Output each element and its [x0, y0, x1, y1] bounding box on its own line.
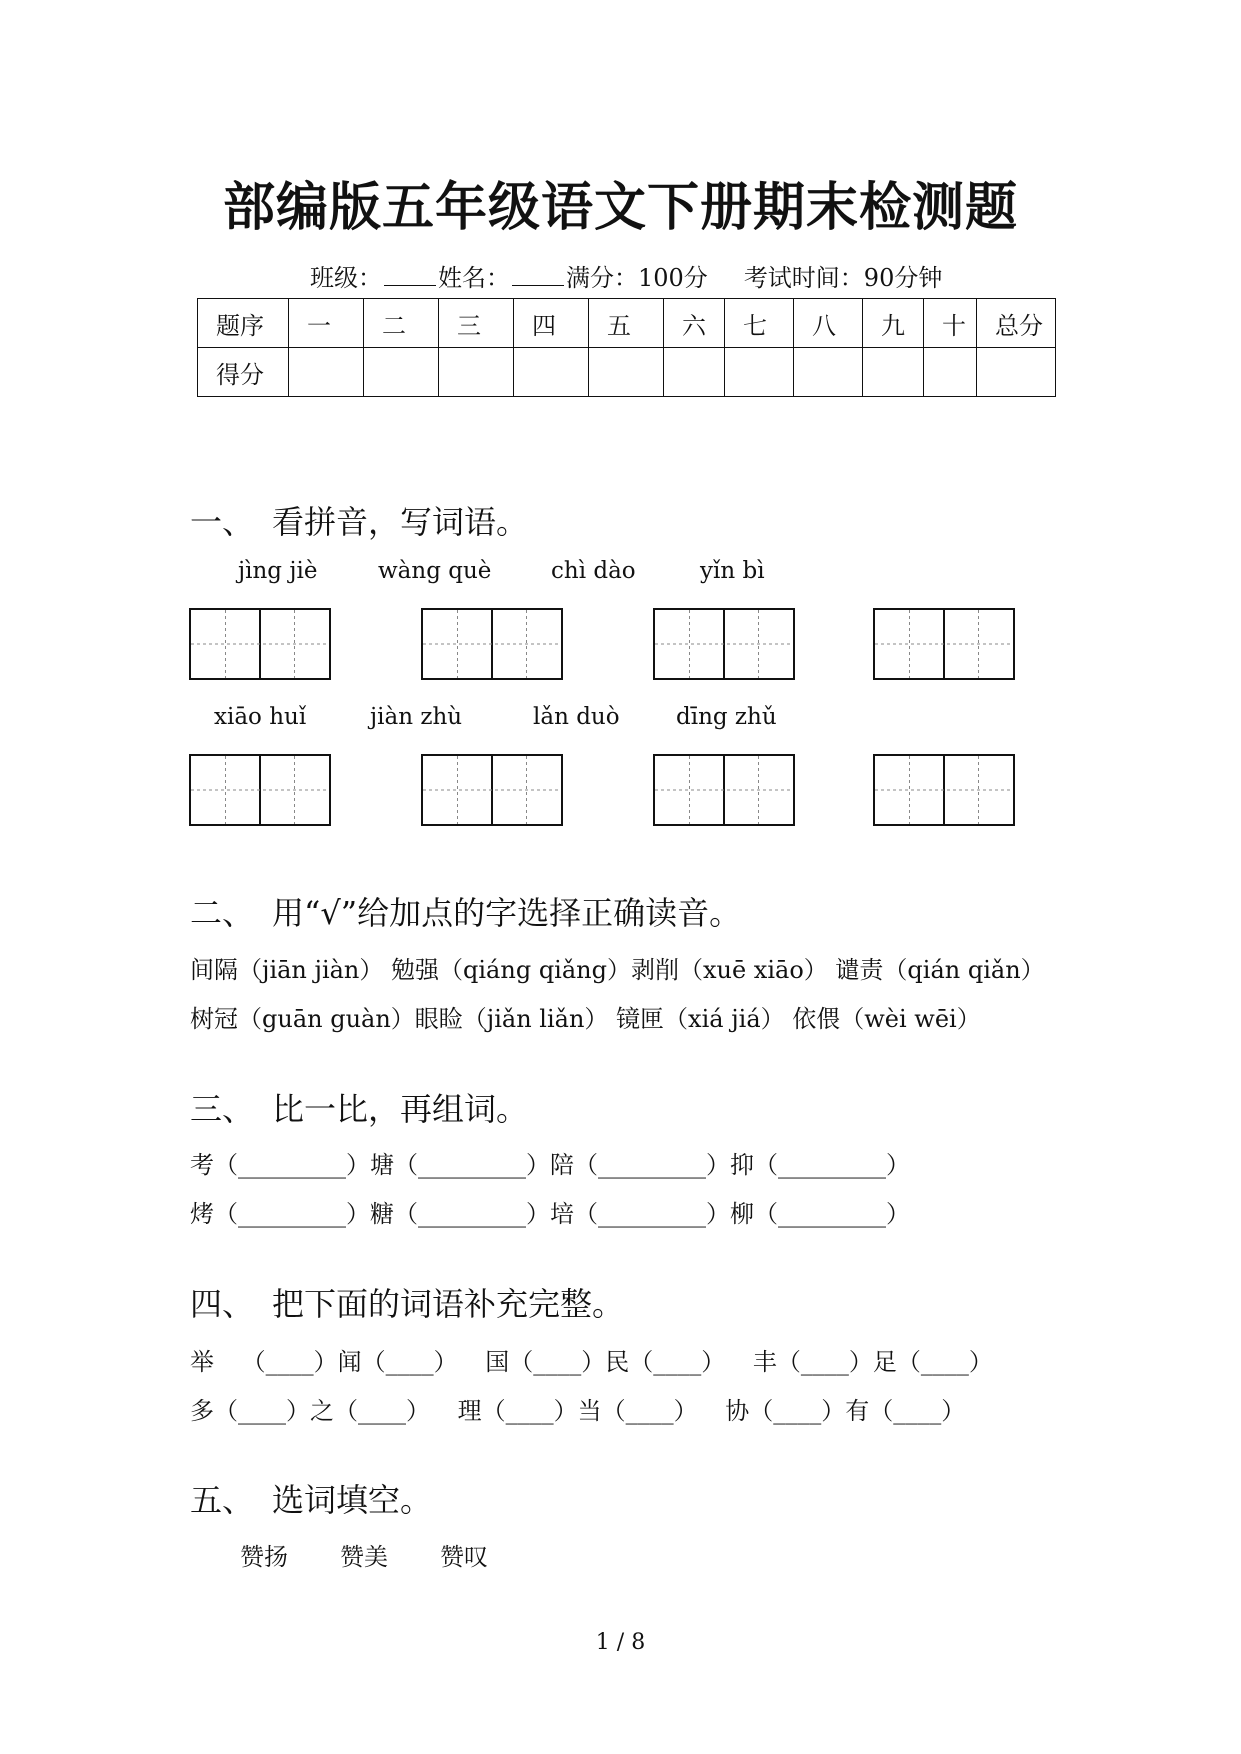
- class-label: 班级：: [310, 264, 382, 292]
- section-4-heading: [190, 1279, 624, 1325]
- score-cell[interactable]: [589, 348, 664, 397]
- name-label: 姓名：: [438, 264, 510, 292]
- score-cell[interactable]: [664, 348, 725, 397]
- q4-line[interactable]: 举 （____）闻（____） 国（____）民（____） 丰（____）足（____）: [190, 1348, 993, 1376]
- section-title: 比一比，再组词。: [272, 1090, 529, 1128]
- score-row-label: 得分: [198, 348, 289, 397]
- score-cell[interactable]: [863, 348, 924, 397]
- score-header-cell: 六: [664, 299, 725, 348]
- full-score: 满分：100分: [566, 264, 708, 292]
- q3-line[interactable]: 考（_________）塘（_________）陪（_________）抑（_________）: [190, 1151, 910, 1179]
- grid-lines: [875, 756, 1013, 824]
- grid-lines: [191, 756, 329, 824]
- pinyin-label: chì dào: [551, 558, 636, 584]
- grid-lines: [655, 610, 793, 678]
- class-blank[interactable]: [384, 265, 436, 286]
- score-header-cell: 九: [863, 299, 924, 348]
- score-cell[interactable]: [924, 348, 977, 397]
- score-table: [197, 298, 1056, 397]
- page-title: 部编版五年级语文下册期末检测题: [222, 178, 1018, 238]
- score-header-cell: 二: [364, 299, 439, 348]
- section-title: 把下面的词语补充完整。: [272, 1285, 625, 1323]
- writing-grid[interactable]: [653, 608, 795, 680]
- word-choice: 赞美: [340, 1543, 388, 1571]
- grid-lines: [423, 610, 561, 678]
- pinyin-label: lǎn duò: [533, 704, 620, 730]
- section-title: 看拼音，写词语。: [272, 503, 529, 541]
- score-header-cell: 七: [725, 299, 794, 348]
- section-5-heading: [190, 1475, 432, 1521]
- writing-grid[interactable]: [421, 754, 563, 826]
- pinyin-label: wàng què: [378, 558, 492, 584]
- q4-line[interactable]: 多（____）之（____） 理（____）当（____） 协（____）有（____）: [190, 1397, 966, 1425]
- pinyin-label: yǐn bì: [700, 558, 765, 584]
- score-cell[interactable]: [977, 348, 1056, 397]
- section-2-heading: [190, 888, 741, 934]
- section-number: 二、: [190, 894, 255, 932]
- score-cell[interactable]: [725, 348, 794, 397]
- q2-line: 树冠（guān guàn）眼睑（jiǎn liǎn） 镜匣（xiá jiá） 依偎（wèi wēi）: [190, 1005, 981, 1033]
- score-cell[interactable]: [364, 348, 439, 397]
- grid-lines: [191, 610, 329, 678]
- writing-grid[interactable]: [189, 754, 331, 826]
- word-choice: 赞叹: [440, 1543, 488, 1571]
- grid-lines: [875, 610, 1013, 678]
- score-header-cell: 总分: [977, 299, 1056, 348]
- writing-grid[interactable]: [873, 754, 1015, 826]
- section-title: 用“√”给加点的字选择正确读音。: [272, 894, 742, 932]
- section-number: 一、: [190, 503, 255, 541]
- score-header-cell: 题序: [198, 299, 289, 348]
- score-cell[interactable]: [439, 348, 514, 397]
- section-number: 三、: [190, 1090, 255, 1128]
- pinyin-label: jìng jiè: [238, 558, 318, 584]
- pinyin-label: jiàn zhù: [370, 704, 463, 730]
- score-table-header-row: [198, 299, 1056, 348]
- page-number: 1 / 8: [595, 1630, 646, 1655]
- student-info-line: [310, 258, 942, 293]
- score-header-cell: 四: [514, 299, 589, 348]
- score-cell[interactable]: [514, 348, 589, 397]
- pinyin-label: dīng zhǔ: [676, 704, 777, 730]
- writing-grid[interactable]: [189, 608, 331, 680]
- score-header-cell: 三: [439, 299, 514, 348]
- section-1-heading: [190, 497, 528, 543]
- score-header-cell: 五: [589, 299, 664, 348]
- name-blank[interactable]: [512, 265, 564, 286]
- q2-line: 间隔（jiān jiàn） 勉强（qiáng qiǎng）剥削（xuē xiāo） 谴责（qián qiǎn）: [190, 956, 1045, 984]
- section-3-heading: [190, 1084, 528, 1130]
- section-title: 选词填空。: [272, 1481, 433, 1519]
- section-number: 四、: [190, 1285, 255, 1323]
- q3-line[interactable]: 烤（_________）糖（_________）培（_________）柳（_________）: [190, 1200, 910, 1228]
- score-cell[interactable]: [794, 348, 863, 397]
- word-choice: 赞扬: [240, 1543, 288, 1571]
- writing-grid[interactable]: [421, 608, 563, 680]
- exam-time: 考试时间：90分钟: [743, 264, 943, 292]
- grid-lines: [423, 756, 561, 824]
- section-number: 五、: [190, 1481, 255, 1519]
- writing-grid[interactable]: [653, 754, 795, 826]
- score-header-cell: 八: [794, 299, 863, 348]
- writing-grid[interactable]: [873, 608, 1015, 680]
- score-cell[interactable]: [289, 348, 364, 397]
- grid-lines: [655, 756, 793, 824]
- score-table-score-row: [198, 348, 1056, 397]
- score-header-cell: 十: [924, 299, 977, 348]
- score-header-cell: 一: [289, 299, 364, 348]
- pinyin-label: xiāo huǐ: [214, 704, 307, 730]
